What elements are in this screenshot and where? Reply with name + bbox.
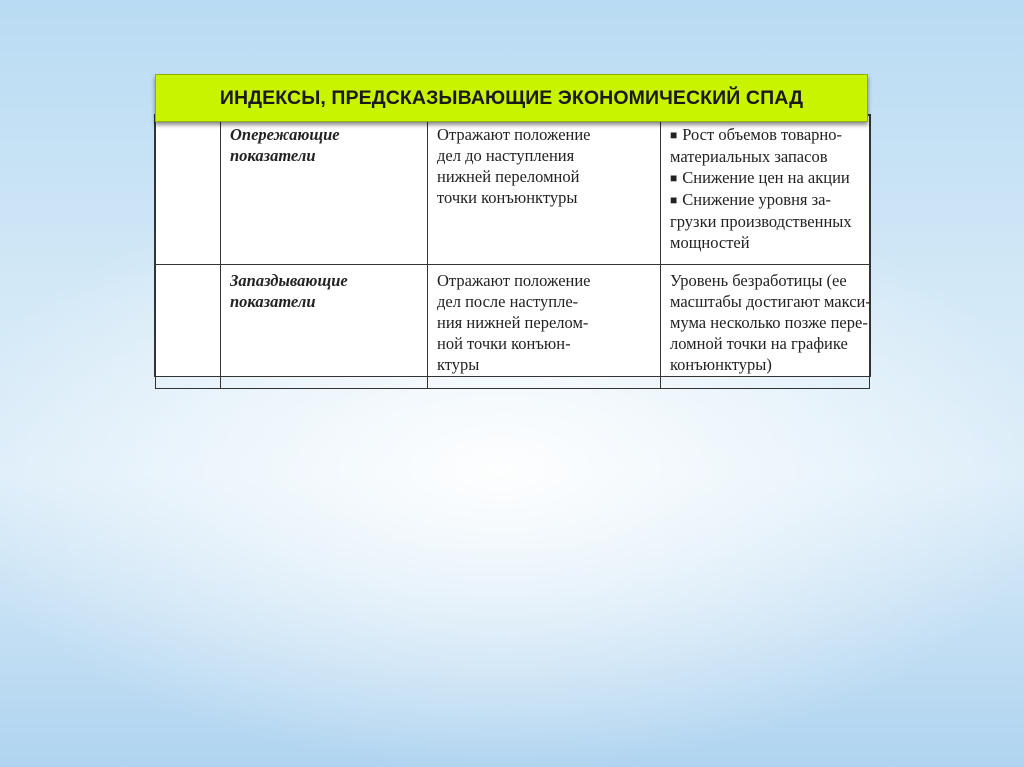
description-line: ной точки конъюн- — [437, 334, 571, 353]
sign-line: мума несколько позже пере- — [670, 313, 868, 332]
table-row-lagging — [156, 265, 870, 389]
sign-line: Уровень безработицы (ее — [670, 271, 847, 290]
description-line: Отражают положение — [437, 125, 591, 144]
indicator-description-cell — [428, 116, 661, 265]
table-row-leading — [156, 116, 870, 265]
title-banner — [155, 74, 868, 122]
description-line: ктуры — [437, 355, 480, 374]
slide-title: ИНДЕКСЫ, ПРЕДСКАЗЫВАЮЩИЕ ЭКОНОМИЧЕСКИЙ СПАД — [219, 86, 804, 109]
square-bullet-icon: ■ — [670, 171, 678, 185]
list-item — [670, 167, 861, 189]
sign-text-continuation: грузки производственных — [670, 212, 852, 231]
indicator-name-line: Запаздывающие — [230, 271, 348, 290]
table-cell-empty — [156, 116, 221, 265]
square-bullet-icon: ■ — [670, 193, 678, 207]
indicator-description-cell — [428, 265, 661, 389]
sign-line: масштабы достигают макси- — [670, 292, 871, 311]
indicator-signs-cell — [661, 116, 870, 265]
sign-text: Снижение уровня за- — [682, 190, 831, 209]
indicators-table-container — [154, 114, 871, 377]
indicators-table — [155, 115, 870, 389]
sign-text: Снижение цен на акции — [682, 168, 850, 187]
list-item — [670, 124, 861, 146]
sign-text-continuation: мощностей — [670, 233, 750, 252]
indicator-name-line: показатели — [230, 292, 316, 311]
description-line: нижней переломной — [437, 167, 580, 186]
list-item — [670, 189, 861, 211]
indicator-name-cell — [221, 116, 428, 265]
square-bullet-icon: ■ — [670, 128, 678, 142]
description-line: дел до наступления — [437, 146, 575, 165]
description-line: точки конъюнктуры — [437, 188, 578, 207]
indicator-name-cell — [221, 265, 428, 389]
indicator-name-line: Опережающие — [230, 125, 340, 144]
description-line: ния нижней перелом- — [437, 313, 589, 332]
sign-text-continuation: материальных запасов — [670, 147, 828, 166]
sign-line: ломной точки на графике — [670, 334, 848, 353]
description-line: дел после наступле- — [437, 292, 579, 311]
indicator-signs-cell — [661, 265, 870, 389]
table-cell-empty — [156, 265, 221, 389]
description-line: Отражают положение — [437, 271, 591, 290]
sign-line: конъюнктуры) — [670, 355, 772, 374]
sign-text: Рост объемов товарно- — [682, 125, 842, 144]
indicator-name-line: показатели — [230, 146, 316, 165]
